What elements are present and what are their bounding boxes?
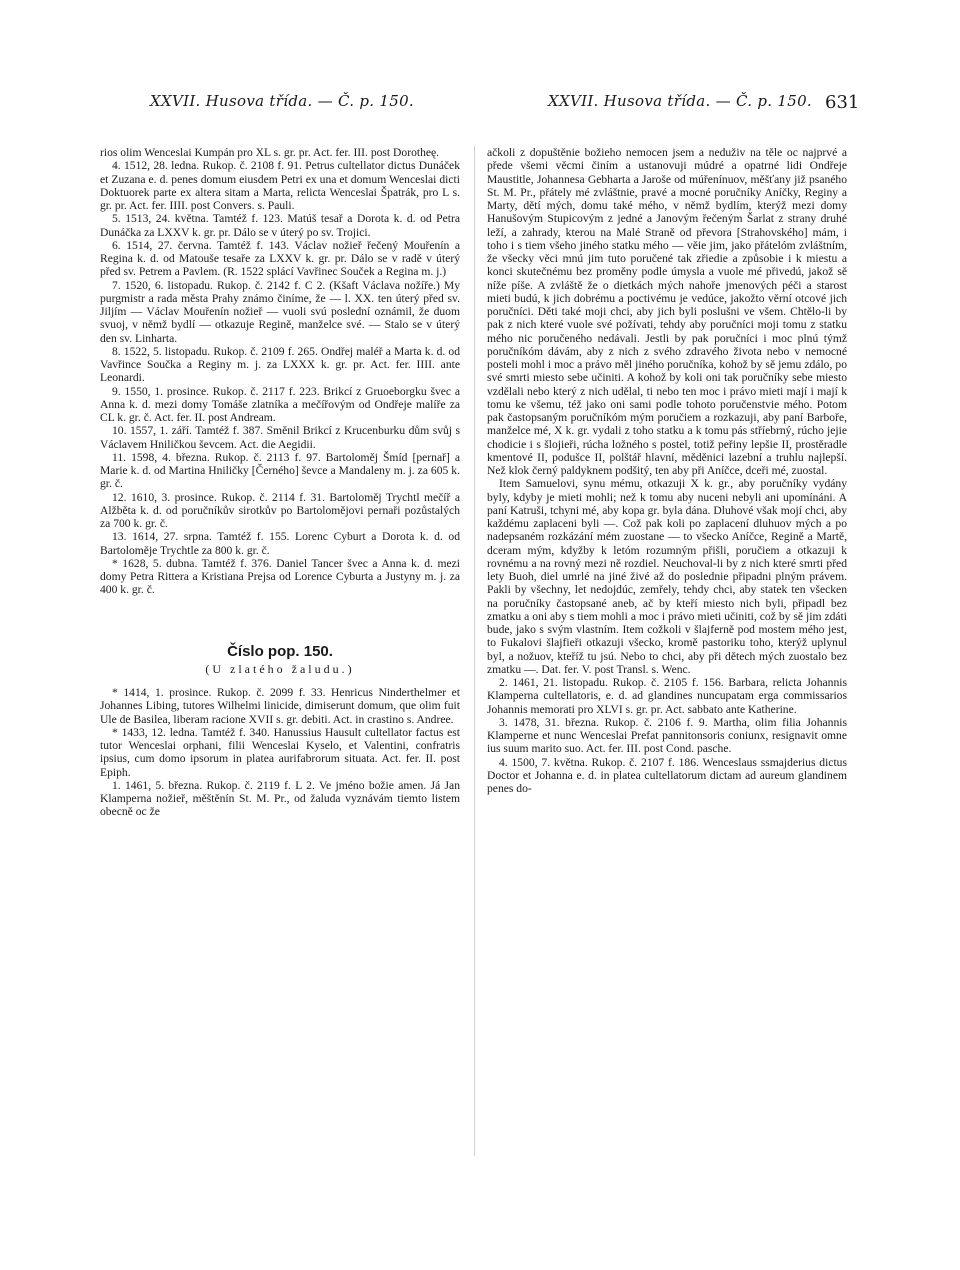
paragraph: 12. 1610, 3. prosince. Rukop. č. 2114 f. 31. Bartoloměj Trychtl mečíř a Alžběta k. d. od poručníkův sirotkův po Bartolomějovi pernaři pozůstalých za 700 k. gr. č.	[100, 490, 460, 530]
running-head-right: XXVII. Husova třída. — Č. p. 150.	[548, 92, 812, 110]
paragraph: 7. 1520, 6. listopadu. Rukop. č. 2142 f. C 2. (Kšaft Václava nožíře.) My purgmistr a rada města Prahy známo činíme, že — l. XX. ten úterý před sv. Jiljím — Václav Mouřenín nožieř — vuoli svú poslední oznámil, že duom svuoj, v němž bydlí — otkazuje Regině, manželce své. — Stalo se v úterý den sv. Linharta.	[100, 278, 460, 345]
paragraph: Item Samuelovi, synu mému, otkazuji X k. gr., aby poručníky vydány byly, kdyby je mieti mohli; než k tomu aby nuceni nebyli ani upomínáni. A paní Katruši, tchyni mé, aby kopa gr. byla dána. Dluhové však mojí chci, aby každému zaplaceni byli —. Což pak koli po zaplacení dluhuov mých a po nadepsaném rozkázání mém zuostane — to všecko Aníčce, Regině a Martě, dceram mým, kdyžby k letóm rozumným přišli, poručiem a otkazuji k rovnému a na rovný mezi ně rozdiel. Neuchoval-li by z nich které smrti před lety Buoh, diel umrlé na jiné živé až do poslednie připadni plným právem. Pakli by všechny, let nedojdúc, zemřely, tehdy chci, aby statek ten všecken na poručníky častopsané aneb, ač by kteří miesto nich byli, připadl bez zmatku a oni aby s tiem mohli a moc i právo mieti učiniti, což by sě jim zdáti bude, jako s svým vlastním. Item cožkoli v šlajferně pod mostem mého jest, to Fukalovi šlajfieři otkazuji všecko, kromě pastoriku toho, kterýž uplynul byl, a nožuov, kteříž tu jsú. Nebo to chci, aby při dětech mých zuostalo bez zmatku —. Dat. fer. V. post Transl. s. Wenc.	[487, 477, 847, 676]
paragraph: * 1414, 1. prosince. Rukop. č. 2099 f. 33. Henricus Ninderthelmer et Johannes Libing, tutores Wilhelmi linicide, dimiserunt domum, que olim fuit Ule de Basilea, liberam racione XVII s. gr. debiti. Act. in crastino s. Andree.	[100, 686, 460, 726]
left-column	[100, 146, 460, 819]
paragraph: 4. 1512, 28. ledna. Rukop. č. 2108 f. 91. Petrus cultellator dictus Dunáček et Zuzana e. d. penes domum eiusdem Petri ex una et domum Wenceslai dicti Doktuorek parte ex altera sitam a Marta, relicta Wenceslai Špatrák, pro L s. gr. pr. Act. fer. IIII. post Convers. s. Pauli.	[100, 159, 460, 212]
paragraph: 11. 1598, 4. března. Rukop. č. 2113 f. 97. Bartoloměj Šmíd [pernař] a Marie k. d. od Martina Hniličky [Černého] ševce a Mandaleny m. j. za 605 k. gr. č.	[100, 450, 460, 491]
paragraph: 5. 1513, 24. května. Tamtéž f. 123. Matúš tesař a Dorota k. d. od Petra Dunáčka za LXXV k. gr. pr. Dálo se v úterý po sv. Trojici.	[100, 212, 460, 239]
paragraph: ačkoli z dopuštěnie božieho nemocen jsem a neduživ na těle oc najprvé a přede všemi věcmi činím a ustanovuji múdré a opatrné lidi Ondřeje Maustitle, Johannesa Gebharta a Jaroše od múřenínuov, měšťany již psaného St. M. Pr., přátely mé zvláštnie, pravé a mocné poručníky Aníčky, Reginy a Marty, dětí mých, domu také mého, v němž bydlím, kterýž mezi domy Hanušovým Stupicovým z jedné a Janovým řečeným Šarlat z strany druhé leží, a zahrady, kterou na Malé Straně od převora [Strahovského] mám, i toho i s tiem všeho jiného statku mého — věie jim, jako přátelóm zvláštním, že všecky věci mnú jim tuto poručené tak zřiedie a způsobie i k miestu a konci skutečnému bez proměny podle úmysla a vuole mé přivedú, jakož sě níže píše. A zvláště že o dietkách mých nahoře jmenových péči a starost mieti budú, k jich dobrému a poctivému je vedúce, jakožto věrní otcové jich poručníci. Děti také moji chci, aby jich byli poslušni ve všem. Chtělo-li by pak z nich které vuole své požívati, tehdy aby poručníci moji tomu z statku mého nic poručeného nedávali. Jestli by pak poručníci i moc plnú týmž poručníkóm dávám, aby z nich z svého zdravého života nebo v nemocné posteli mohl i moc a právo měl jiného poručníka, kohož by sě jemu zdálo, po své smrti miesto sebe učiniti. A kohož by koli oni tak poručníky sebe miesto vzdělali nebo který z nich udělal, ti nebo ten moc i právo mieti mají i mají k tomu ke všemu, též jako oni sami podle tohoto poručenstvie mého. Potom pak častopsaným poručníkóm mým poručiem a rozkazuji, aby paní Barboře, manželce mé, X k. gr. vydali z toho statku a k tomu pás stříebrný, rúcho jejie chodicie i s šlojieři, rúcha ložného s postel, totiž peřiny lepšie II, prostěradle kmentové II, podušce II, polštář hlavní, měděnici lazební a truhlu najlepší. Než klok černý paldyknem podšitý, ten aby při Aníčce, dceři mé, zuostal.	[487, 146, 847, 477]
paragraph: 3. 1478, 31. března. Rukop. č. 2106 f. 9. Martha, olim filia Johannis Klamperne et nunc Wenceslai Prefat pannitonsoris coniunx, resignavit omne ius suum marito suo. Act. fer. III. post Cond. pasche.	[487, 715, 847, 756]
paragraph: 4. 1500, 7. května. Rukop. č. 2107 f. 186. Wenceslaus ssmajderius dictus Doctor et Johanna e. d. in platea cultellatorum dictam ad aureum glandinem penes do-	[487, 755, 847, 795]
paragraph: 2. 1461, 21. listopadu. Rukop. č. 2105 f. 156. Barbara, relicta Johannis Klamperna cultellatoris, e. d. ad glandines nuncupatam erga commissarios Johannis memorati pro XLVI s. gr. pr. Act. sabbato ante Katherine.	[487, 676, 847, 716]
paragraph: 9. 1550, 1. prosince. Rukop. č. 2117 f. 223. Brikcí z Gruoeborgku švec a Anna k. d. mezi domy Tomáše zlatníka a mečířovým od Ondřeje malíře za CL k. gr. č. Act. fer. II. post Andream.	[100, 384, 460, 424]
paragraph: * 1628, 5. dubna. Tamtéž f. 376. Daniel Tancer švec a Anna k. d. mezi domy Petra Rittera a Kristiana Prejsa od Lorence Cyburta a Justyny m. j. za 400 k. gr. č.	[100, 556, 460, 597]
paragraph: 1. 1461, 5. března. Rukop. č. 2119 f. L 2. Ve jméno božie amen. Já Jan Klamperna nožieř, měštěnín St. M. Pr., od žaluda vyznávám tiemto listem obecně oc že	[100, 778, 460, 819]
paragraph: 10. 1557, 1. září. Tamtéž f. 387. Směnil Brikcí z Krucenburku dům svůj s Václavem Hniličkou ševcem. Act. die Aegidii.	[100, 424, 460, 451]
running-head-left: XXVII. Husova třída. — Č. p. 150.	[150, 92, 414, 110]
page-number: 631	[825, 92, 860, 113]
section-title: Číslo pop. 150.	[227, 642, 333, 660]
paragraph: 13. 1614, 27. srpna. Tamtéž f. 155. Lorenc Cyburt a Dorota k. d. od Bartoloměje Trychtle za 800 k. gr. č.	[100, 530, 460, 557]
paragraph: rios olim Wenceslai Kumpán pro XL s. gr. pr. Act. fer. III. post Dorotheę.	[100, 146, 440, 159]
paragraph: 8. 1522, 5. listopadu. Rukop. č. 2109 f. 265. Ondřej maléř a Marta k. d. od Vavřince Součka a Reginy m. j. za LXXX k. gr. pr. Act. fer. IIII. ante Leonardi.	[100, 344, 460, 385]
section-subtitle: (U zlatého žaludu.)	[205, 661, 355, 676]
paragraph: 6. 1514, 27. června. Tamtéž f. 143. Václav nožieř řečený Mouřenín a Regina k. d. od Matouše tesaře za LXXV k. gr. pr. Dálo se v radě v úterý před sv. Petrem a Pavlem. (R. 1522 splácí Vavřinec Souček a Regina m. j.)	[100, 238, 460, 279]
column-divider	[474, 146, 475, 1156]
paragraph: * 1433, 12. ledna. Tamtéž f. 340. Hanussius Hausult cultellator factus est tutor Wenceslai orphani, filii Wenceslai Kyselo, et Valentini, confratris ipsius, cum domo ipsorum in platea aurifabrorum situata. Act. fer. II. post Epiph.	[100, 725, 460, 779]
right-column	[487, 146, 847, 795]
